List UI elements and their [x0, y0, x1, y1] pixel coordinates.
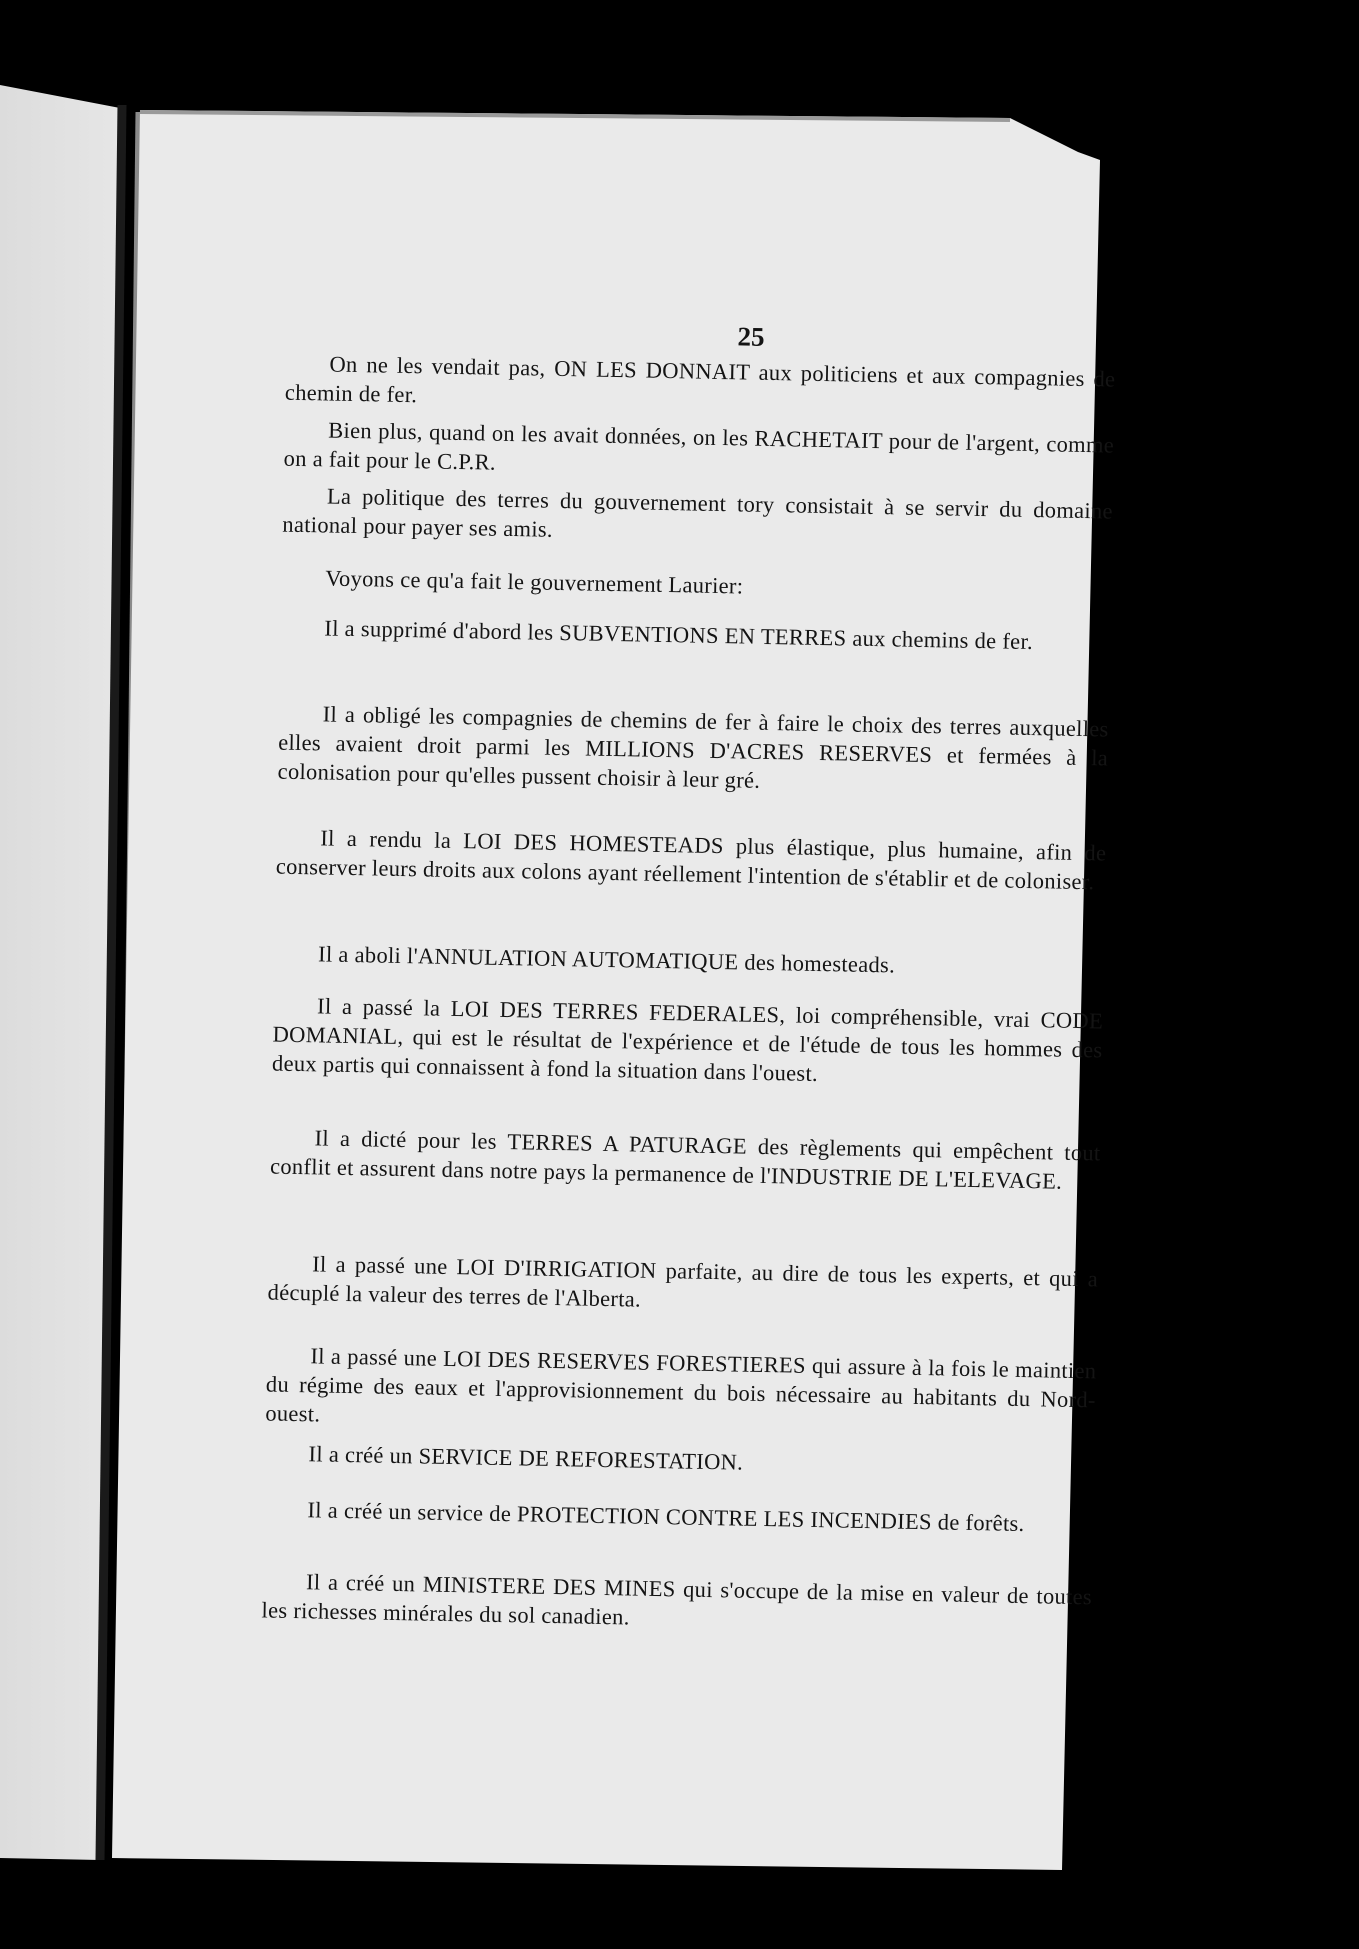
- paragraph: Il a passé une LOI DES RESERVES FORESTIERES qui assure à la fois le maintien du régime des eaux et l'approvisionnement du bois nécessaire au habitants du Nord-ouest.: [265, 1343, 1097, 1427]
- paragraph: Il a aboli l'ANNULATION AUTOMATIQUE des homesteads.: [317, 941, 896, 978]
- paragraph: Il a supprimé d'abord les SUBVENTIONS EN TERRES aux chemins de fer.: [324, 615, 1034, 655]
- paragraph: Il a obligé les compagnies de chemins de fer à faire le choix des terres auxquelles elles avaient droit parmi les MILLIONS D'ACRES RESERVES et fermées à la colonisation pour qu'elles pussent choisir à leur gré.: [277, 701, 1109, 793]
- paragraph: Il a passé la LOI DES TERRES FEDERALES, loi compréhensible, vrai CODE DOMANIAL, qui est le résultat de l'expérience et de l'étude de tous les hommes des deux partis qui connaissent à fond la situation dans l'ouest.: [271, 993, 1104, 1086]
- scanned-page: [120, 128, 1244, 1694]
- paragraph: Il a créé un MINISTERE DES MINES qui s'occupe de la mise en valeur de toutes les richesses minérales du sol canadien.: [261, 1569, 1093, 1630]
- paragraph: Il a rendu la LOI DES HOMESTEADS plus élastique, plus humaine, afin de conserver leurs droits aux colons ayant réellement l'intention de s'établir et de coloniser.: [275, 825, 1107, 895]
- paragraph: On ne les vendait pas, ON LES DONNAIT aux politiciens et aux compagnies de chemin de fer.: [284, 351, 1116, 408]
- page-number: 25: [737, 321, 765, 352]
- paragraph: La politique des terres du gouvernement tory consistait à se servir du domaine national pour payer ses amis.: [282, 483, 1114, 542]
- paragraph: Il a passé une LOI D'IRRIGATION parfaite, au dire de tous les experts, et qui a décuplé la valeur des terres de l'Alberta.: [267, 1251, 1099, 1312]
- paragraph: Il a créé un SERVICE DE REFORESTATION.: [308, 1441, 744, 1475]
- paragraph: Voyons ce qu'a fait le gouvernement Laurier:: [325, 565, 744, 599]
- paragraph: Bien plus, quand on les avait données, on les RACHETAIT pour de l'argent, comme on a fait pour le C.P.R.: [283, 417, 1115, 475]
- paragraph: Il a créé un service de PROTECTION CONTRE LES INCENDIES de forêts.: [307, 1497, 1025, 1537]
- paragraph: Il a dicté pour les TERRES A PATURAGE des règlements qui empêchent tout conflit et assurent dans notre pays la permanence de l'INDUSTRIE DE L'ELEVAGE.: [269, 1125, 1101, 1194]
